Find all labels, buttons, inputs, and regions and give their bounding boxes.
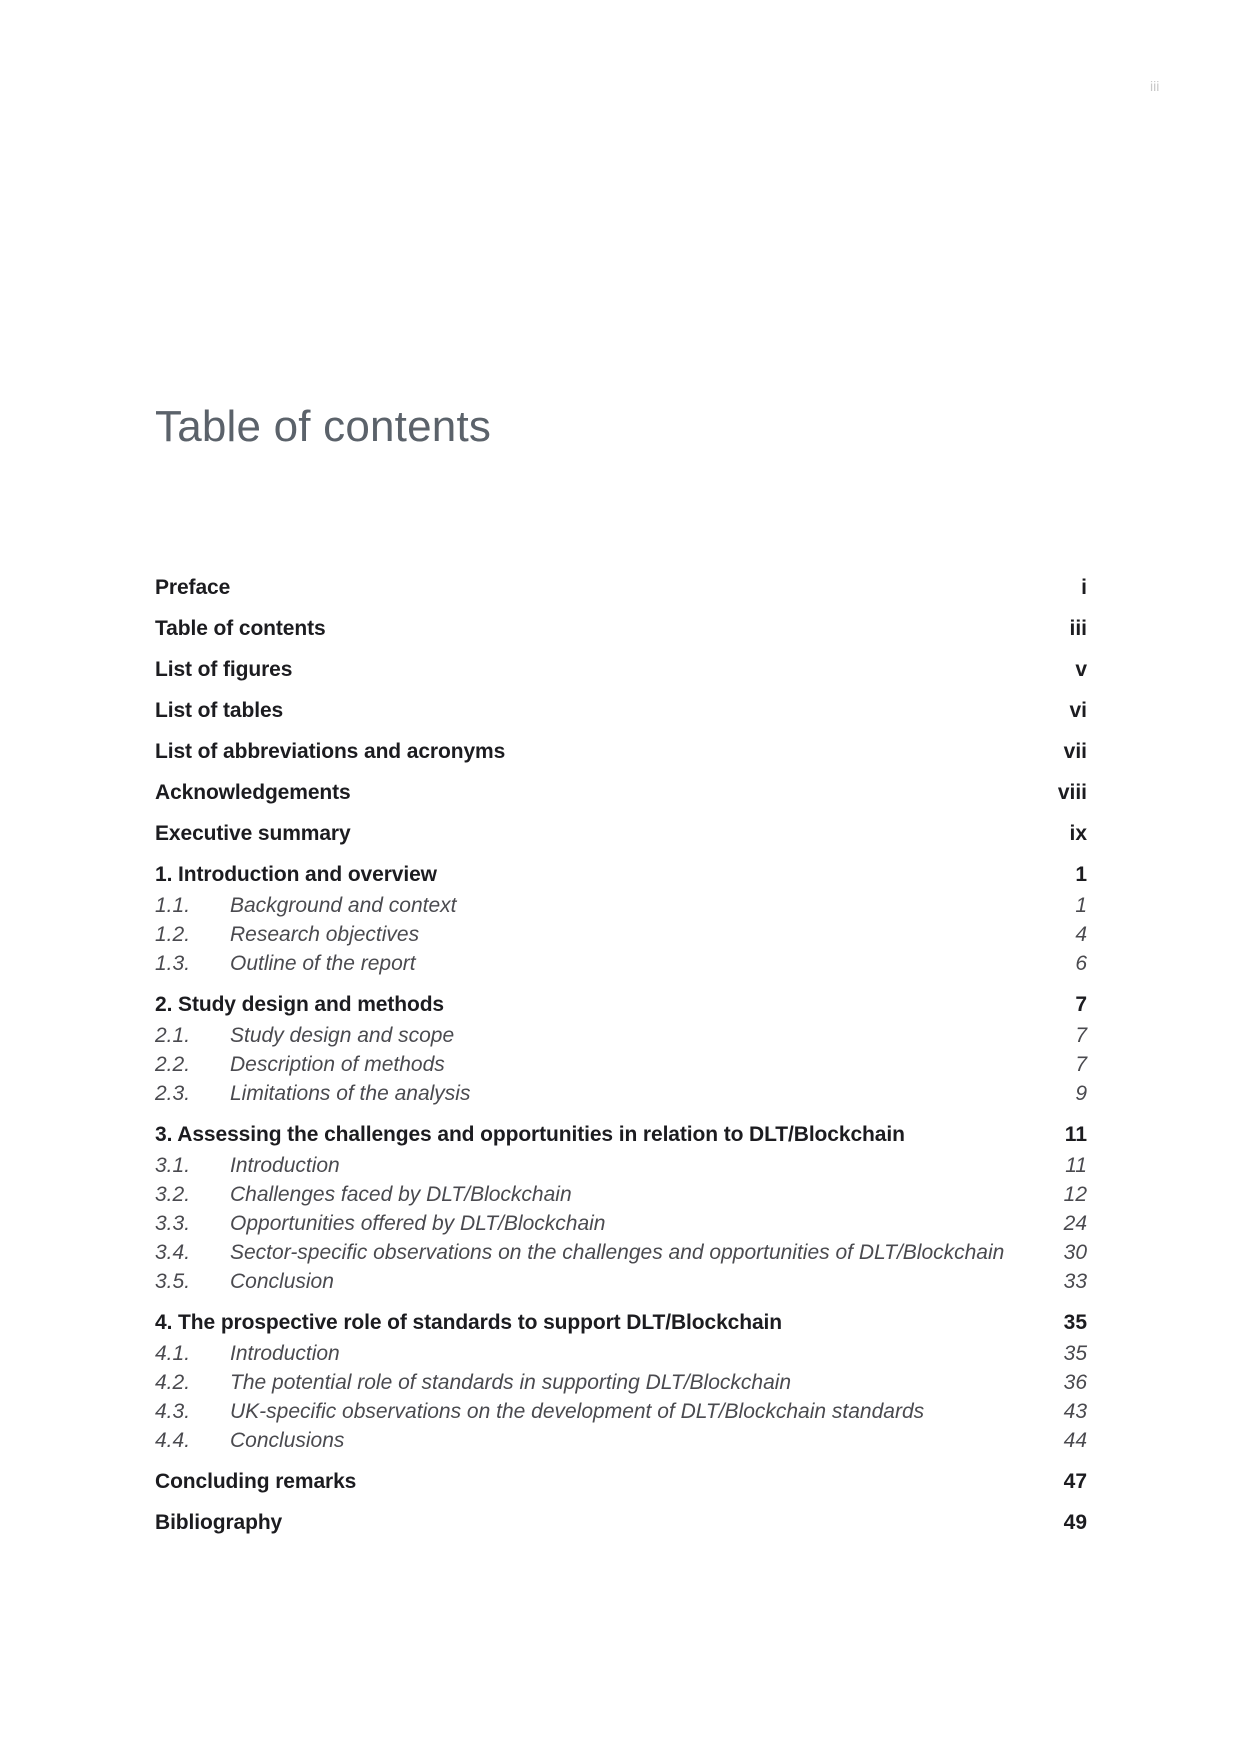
toc-entry-acknowledgements[interactable] <box>155 781 1087 822</box>
toc-section-number: 1.3. <box>155 952 191 975</box>
toc-section-page: 44 <box>1063 1429 1087 1452</box>
toc-section-label: Challenges faced by DLT/Blockchain <box>230 1183 572 1206</box>
toc-section-page: 33 <box>1063 1270 1087 1293</box>
toc-section-number: 2.2. <box>155 1053 191 1076</box>
toc-entry-label: Executive summary <box>155 822 351 845</box>
toc-chapter-2 <box>155 993 1087 1111</box>
toc-section-label: Introduction <box>230 1154 340 1177</box>
toc-entry-page: 47 <box>1063 1470 1087 1493</box>
toc-chapter-4 <box>155 1311 1087 1458</box>
toc-entry-page: i <box>1081 576 1087 599</box>
toc-entry-page: 7 <box>1075 993 1087 1016</box>
toc-section[interactable] <box>155 1400 1087 1429</box>
toc-entry-label: 1. Introduction and overview <box>155 863 437 886</box>
toc-section-page: 7 <box>1075 1053 1087 1076</box>
toc-chapter-heading[interactable] <box>155 1123 1087 1154</box>
toc-section[interactable] <box>155 1371 1087 1400</box>
toc-section[interactable] <box>155 1342 1087 1371</box>
toc-section[interactable] <box>155 1270 1087 1299</box>
toc-section[interactable] <box>155 1082 1087 1111</box>
toc-section[interactable] <box>155 1154 1087 1183</box>
toc-section-label: The potential role of standards in supporting DLT/Blockchain <box>230 1371 792 1394</box>
toc-section[interactable] <box>155 952 1087 981</box>
toc-entry-label: 4. The prospective role of standards to support DLT/Blockchain <box>155 1311 783 1334</box>
toc-section-page: 7 <box>1075 1024 1087 1047</box>
toc-entry-bibliography[interactable] <box>155 1511 1087 1552</box>
toc-chapter-heading[interactable] <box>155 993 1087 1024</box>
toc-entry-label: Preface <box>155 576 231 599</box>
toc-entry-page: 11 <box>1064 1123 1087 1146</box>
toc-entry-label: Bibliography <box>155 1511 283 1534</box>
toc-entry-page: ix <box>1069 822 1087 845</box>
toc-section-label: Outline of the report <box>230 952 416 975</box>
toc-section[interactable] <box>155 923 1087 952</box>
toc-section-number: 1.1. <box>155 894 191 917</box>
toc-section-label: Introduction <box>230 1342 340 1365</box>
toc-entry-page: iii <box>1069 617 1087 640</box>
toc-entry-label: List of figures <box>155 658 293 681</box>
table-of-contents <box>155 576 1087 1552</box>
toc-entry-page: 1 <box>1075 863 1087 886</box>
toc-entry-label: 2. Study design and methods <box>155 993 445 1016</box>
toc-section-page: 1 <box>1075 894 1087 917</box>
toc-section-label: Sector-specific observations on the challenges and opportunities of DLT/Blockchain <box>230 1241 1005 1264</box>
toc-entry-label: Acknowledgements <box>155 781 351 804</box>
toc-section-number: 4.4. <box>155 1429 191 1452</box>
toc-entry-page: 49 <box>1063 1511 1087 1534</box>
toc-entry-label: List of tables <box>155 699 284 722</box>
toc-chapter-1 <box>155 863 1087 981</box>
toc-entry-abbreviations[interactable] <box>155 740 1087 781</box>
toc-section-number: 3.2. <box>155 1183 191 1206</box>
toc-entry-page: 35 <box>1063 1311 1087 1334</box>
toc-entry-label: 3. Assessing the challenges and opportunities in relation to DLT/Blockchain <box>155 1123 905 1146</box>
toc-section-page: 11 <box>1065 1154 1087 1177</box>
toc-section[interactable] <box>155 1241 1087 1270</box>
toc-section-page: 4 <box>1075 923 1087 946</box>
toc-section-number: 2.3. <box>155 1082 191 1105</box>
toc-section[interactable] <box>155 1053 1087 1082</box>
toc-section-label: UK-specific observations on the development of DLT/Blockchain standards <box>230 1400 925 1423</box>
toc-entry-list-of-tables[interactable] <box>155 699 1087 740</box>
toc-entry-page: vi <box>1069 699 1087 722</box>
toc-section-number: 4.3. <box>155 1400 191 1423</box>
toc-section-number: 2.1. <box>155 1024 191 1047</box>
toc-entry-page: viii <box>1057 781 1087 804</box>
toc-section-page: 24 <box>1063 1212 1087 1235</box>
toc-section-label: Conclusion <box>230 1270 334 1293</box>
page-number: iii <box>1150 78 1160 94</box>
toc-section-number: 3.4. <box>155 1241 191 1264</box>
toc-section-number: 3.3. <box>155 1212 191 1235</box>
toc-section-label: Study design and scope <box>230 1024 455 1047</box>
toc-section-page: 30 <box>1063 1241 1087 1264</box>
toc-entry-preface[interactable] <box>155 576 1087 617</box>
toc-chapter-heading[interactable] <box>155 1311 1087 1342</box>
toc-section-number: 3.5. <box>155 1270 191 1293</box>
toc-section-label: Conclusions <box>230 1429 345 1452</box>
toc-section[interactable] <box>155 1183 1087 1212</box>
toc-entry-table-of-contents[interactable] <box>155 617 1087 658</box>
toc-section-page: 9 <box>1075 1082 1087 1105</box>
toc-section-label: Background and context <box>230 894 457 917</box>
toc-entry-page: v <box>1075 658 1087 681</box>
toc-chapter-3 <box>155 1123 1087 1299</box>
toc-section-label: Description of methods <box>230 1053 445 1076</box>
toc-section-label: Research objectives <box>230 923 420 946</box>
toc-entry-page: vii <box>1063 740 1087 763</box>
toc-section-number: 3.1. <box>155 1154 191 1177</box>
toc-entry-label: Table of contents <box>155 617 326 640</box>
toc-section-label: Opportunities offered by DLT/Blockchain <box>230 1212 606 1235</box>
toc-section[interactable] <box>155 1429 1087 1458</box>
toc-section-page: 12 <box>1063 1183 1087 1206</box>
toc-entry-concluding-remarks[interactable] <box>155 1470 1087 1511</box>
toc-section-number: 4.1. <box>155 1342 191 1365</box>
page-title: Table of contents <box>155 402 492 451</box>
toc-entry-label: Concluding remarks <box>155 1470 357 1493</box>
toc-section-page: 36 <box>1063 1371 1087 1394</box>
toc-section[interactable] <box>155 894 1087 923</box>
toc-section-page: 6 <box>1075 952 1087 975</box>
toc-section-page: 43 <box>1063 1400 1087 1423</box>
toc-section-number: 4.2. <box>155 1371 191 1394</box>
toc-section-page: 35 <box>1063 1342 1087 1365</box>
toc-section[interactable] <box>155 1212 1087 1241</box>
toc-section-label: Limitations of the analysis <box>230 1082 471 1105</box>
toc-entry-executive-summary[interactable] <box>155 822 1087 863</box>
toc-section[interactable] <box>155 1024 1087 1053</box>
toc-entry-label: List of abbreviations and acronyms <box>155 740 506 763</box>
toc-chapter-heading[interactable] <box>155 863 1087 894</box>
toc-section-number: 1.2. <box>155 923 191 946</box>
toc-entry-list-of-figures[interactable] <box>155 658 1087 699</box>
